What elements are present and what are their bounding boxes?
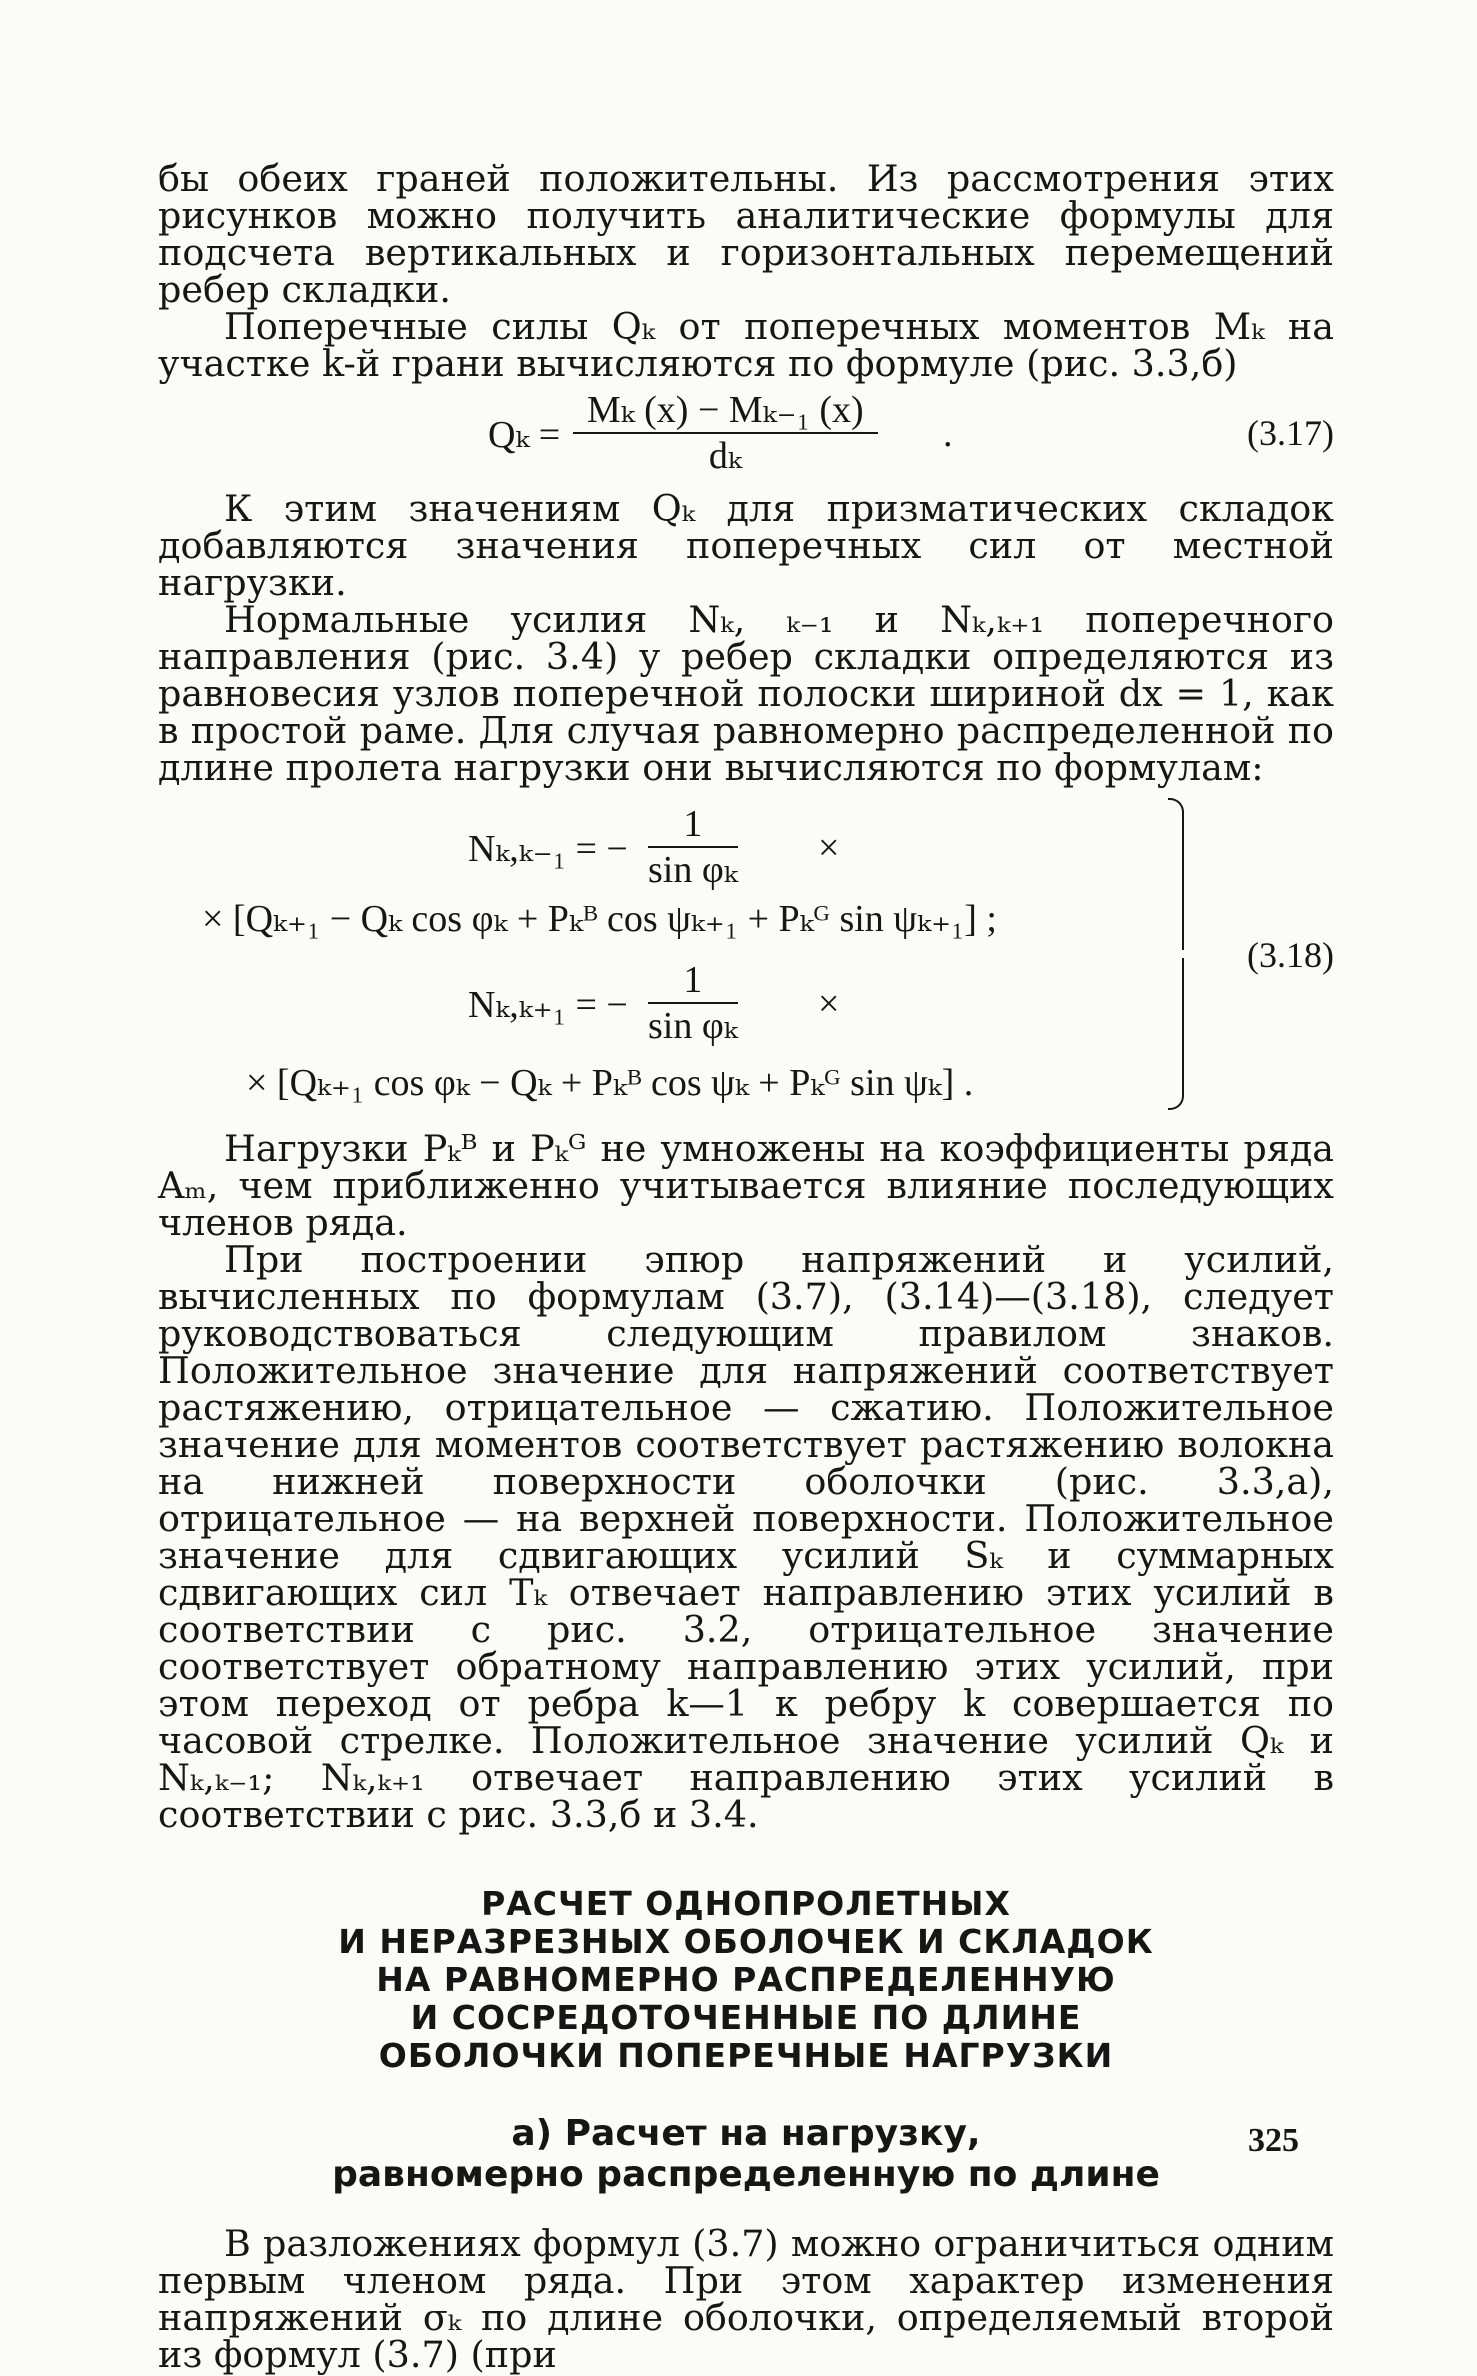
eq317-fraction (573, 388, 878, 478)
section-heading-line-3: НА РАВНОМЕРНО РАСПРЕДЕЛЕННУЮ (376, 1960, 1116, 1999)
equation-number-3-17: (3.17) (1247, 413, 1334, 453)
eq318-brace-bottom (1168, 958, 1184, 1110)
paragraph-3: К этим значениям Qₖ для призматических складок добавляются значения поперечных сил от местной нагрузки. (158, 487, 1334, 604)
eq318-line1-lhs: Nₖ,ₖ₋₁ = − (468, 828, 628, 870)
subsection-heading (158, 2113, 1334, 2195)
section-heading-line-4: И СОСРЕДОТОЧЕННЫЕ ПО ДЛИНЕ (410, 1998, 1082, 2037)
eq318-line1-numerator: 1 (648, 802, 738, 848)
eq318-line4: × [Qₖ₊₁ cos φₖ − Qₖ + Pₖᴮ cos ψₖ + Pₖᴳ sin ψₖ] . (246, 1062, 974, 1104)
eq318-line3-denominator: sin φₖ (648, 1005, 738, 1047)
paragraph-4: Нормальные усилия Nₖ, ₖ₋₁ и Nₖ,ₖ₊₁ поперечного направления (рис. 3.4) у ребер складки определяются из равновесия узлов поперечной полоски шириной dx = 1, как в простой раме. Для случая равномерно распределенной по длине пролета нагрузки они вычисляются по формулам: (158, 598, 1334, 789)
eq317-numerator: Mₖ (x) − Mₖ₋₁ (x) (573, 388, 878, 434)
paragraph-1: бы обеих граней положительны. Из рассмотрения этих рисунков можно получить аналитические формулы для подсчета вертикальных и горизонтальных перемещений ребер складки. (158, 157, 1334, 311)
subsection-heading-line-2: равномерно распределенную по длине (332, 2154, 1160, 2195)
eq318-line3-lhs: Nₖ,ₖ₊₁ = − (468, 984, 628, 1026)
eq317-dot: . (943, 413, 953, 455)
equation-3-17 (158, 388, 1334, 480)
eq317-lhs: Qₖ = (488, 414, 561, 456)
equation-3-18 (158, 792, 1334, 1120)
eq318-line1-times: × (818, 827, 840, 869)
eq318-line3-times: × (818, 983, 840, 1025)
section-heading-line-1: РАСЧЕТ ОДНОПРОЛЕТНЫХ (481, 1884, 1011, 1923)
paragraph-7: В разложениях формул (3.7) можно ограничиться одним первым членом ряда. При этом характер изменения напряжений σₖ по длине оболочки, определяемый второй из формул (3.7) (при (158, 2222, 1334, 2376)
eq318-brace-top (1168, 798, 1184, 950)
paragraph-6: При построении эпюр напряжений и усилий, вычисленных по формулам (3.7), (3.14)—(3.18), следует руководствоваться следующим правилом знаков. Положительное значение для напряжений соответствует растяжению, отрицательное — сжатию. Положительное значение для моментов соответствует растяжению волокна на нижней поверхности оболочки (рис. 3.3,а), отрицательное — на верхней поверхности. Положительное значение для сдвигающих усилий Sₖ и суммарных сдвигающих сил Tₖ отвечает направлению этих усилий в соответствии с рис. 3.2, отрицательное значение соответствует обратному направлению этих усилий, при этом переход от ребра k—1 к ребру k совершается по часовой стрелке. Положительное значение усилий Qₖ и Nₖ,ₖ₋₁; Nₖ,ₖ₊₁ отвечает направлению этих усилий в соответствии с рис. 3.3,б и 3.4. (158, 1238, 1334, 1836)
eq318-line2: × [Qₖ₊₁ − Qₖ cos φₖ + Pₖᴮ cos ψₖ₊₁ + Pₖᴳ sin ψₖ₊₁] ; (202, 898, 997, 940)
eq318-line3-fraction (648, 958, 738, 1048)
paragraph-5: Нагрузки Pₖᴮ и Pₖᴳ не умножены на коэффициенты ряда Aₘ, чем приближенно учитывается влияние последующих членов ряда. (158, 1127, 1334, 1244)
paragraph-2: Поперечные силы Qₖ от поперечных моментов Mₖ на участке k-й грани вычисляются по формуле (рис. 3.3,б) (158, 305, 1334, 385)
page-number: 325 (1248, 2122, 1299, 2159)
section-heading-line-5: ОБОЛОЧКИ ПОПЕРЕЧНЫЕ НАГРУЗКИ (378, 2036, 1114, 2075)
subsection-heading-line-1: а) Расчет на нагрузку, (511, 2113, 981, 2154)
section-heading-line-2: И НЕРАЗРЕЗНЫХ ОБОЛОЧЕК И СКЛАДОК (338, 1922, 1154, 1961)
eq318-line1-denominator: sin φₖ (648, 849, 738, 891)
page-body (158, 157, 1334, 2376)
eq317-denominator: dₖ (708, 435, 742, 477)
section-heading (158, 1885, 1334, 2075)
eq318-line1-fraction (648, 802, 738, 892)
eq318-line3-numerator: 1 (648, 958, 738, 1004)
equation-number-3-18: (3.18) (1247, 935, 1334, 975)
